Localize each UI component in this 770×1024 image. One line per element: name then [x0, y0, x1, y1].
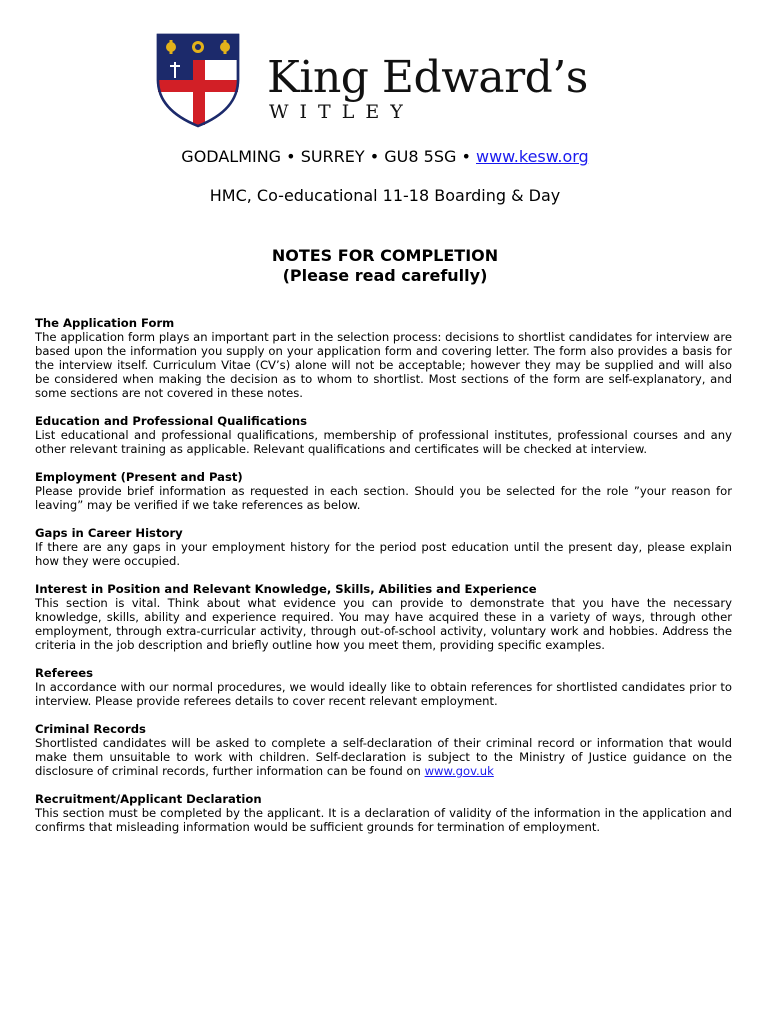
- section-criminal-records: [35, 722, 732, 778]
- section-education-qualifications: [35, 414, 732, 456]
- page-title: NOTES FOR COMPLETION: [271, 246, 499, 265]
- section-body: The application form plays an important part in the selection process: decisions to shortlist candidates for interview are based upon the information you supply on your application form and covering letter. The form also provides a basis for the interview itself. Curriculum Vitae (CV’s) alone will not be acceptable; however they may be supplied and will also be considered when making the decision as to whom to shortlist. Most sections of the form are self-explanatory, and some sections are not covered in these notes.: [35, 330, 732, 400]
- section-applicant-declaration: [35, 792, 732, 834]
- section-body: [35, 736, 732, 778]
- notes-content: [35, 316, 732, 848]
- section-body: List educational and professional qualifications, membership of professional institutes, professional courses and any other relevant training as applicable. Relevant qualifications and certificates will be checked at interview.: [35, 428, 732, 456]
- section-heading: Recruitment/Applicant Declaration: [35, 792, 262, 806]
- section-heading: Referees: [35, 666, 94, 680]
- website-link[interactable]: www.kesw.org: [476, 147, 589, 166]
- address-text: GODALMING • SURREY • GU8 5SG •: [181, 147, 476, 166]
- section-body-text: Shortlisted candidates will be asked to complete a self-declaration of their criminal record or information that would make them unsuitable to work with children. Self-declaration is subject to the Ministry of Justice guidance on the disclosure of criminal records, further information can be found on: [35, 736, 732, 778]
- section-heading: Gaps in Career History: [35, 526, 183, 540]
- section-heading: Criminal Records: [35, 722, 146, 736]
- section-heading: The Application Form: [35, 316, 175, 330]
- school-place: WITLEY: [269, 101, 414, 123]
- school-name: King Edward’s: [267, 52, 588, 103]
- section-body: Please provide brief information as requested in each section. Should you be selected for the role ”your reason for leaving” may be verified if we take references as below.: [35, 484, 732, 512]
- section-body: If there are any gaps in your employment history for the period post education until the present day, please explain how they were occupied.: [35, 540, 732, 568]
- school-address: [0, 147, 770, 166]
- section-body: This section must be completed by the applicant. It is a declaration of validity of the information in the application and confirms that misleading information would be sufficient grounds for termination of employment.: [35, 806, 732, 834]
- school-tagline: HMC, Co-educational 11-18 Boarding & Day: [209, 186, 561, 205]
- section-heading: Education and Professional Qualifications: [35, 414, 308, 428]
- section-heading: Employment (Present and Past): [35, 470, 243, 484]
- section-employment: [35, 470, 732, 512]
- section-referees: [35, 666, 732, 708]
- section-application-form: [35, 316, 732, 400]
- school-logo: [155, 32, 615, 132]
- section-heading: Interest in Position and Relevant Knowledge, Skills, Abilities and Experience: [35, 582, 537, 596]
- gov-uk-link[interactable]: www.gov.uk: [424, 764, 494, 778]
- section-body: This section is vital. Think about what evidence you can provide to demonstrate that you have the necessary knowledge, skills, ability and experience required. You may have acquired these in a variety of ways, through other employment, through extra-curricular activity, through out-of-school activity, voluntary work and hobbies. Address the criteria in the job description and briefly outline how you meet them, providing specific examples.: [35, 596, 732, 652]
- section-interest-in-position: [35, 582, 732, 652]
- page-subtitle: (Please read carefully): [282, 266, 488, 285]
- school-crest-icon: [155, 32, 241, 128]
- section-body: In accordance with our normal procedures, we would ideally like to obtain references for shortlisted candidates prior to interview. Please provide referees details to cover recent relevant employment.: [35, 680, 732, 708]
- section-career-gaps: [35, 526, 732, 568]
